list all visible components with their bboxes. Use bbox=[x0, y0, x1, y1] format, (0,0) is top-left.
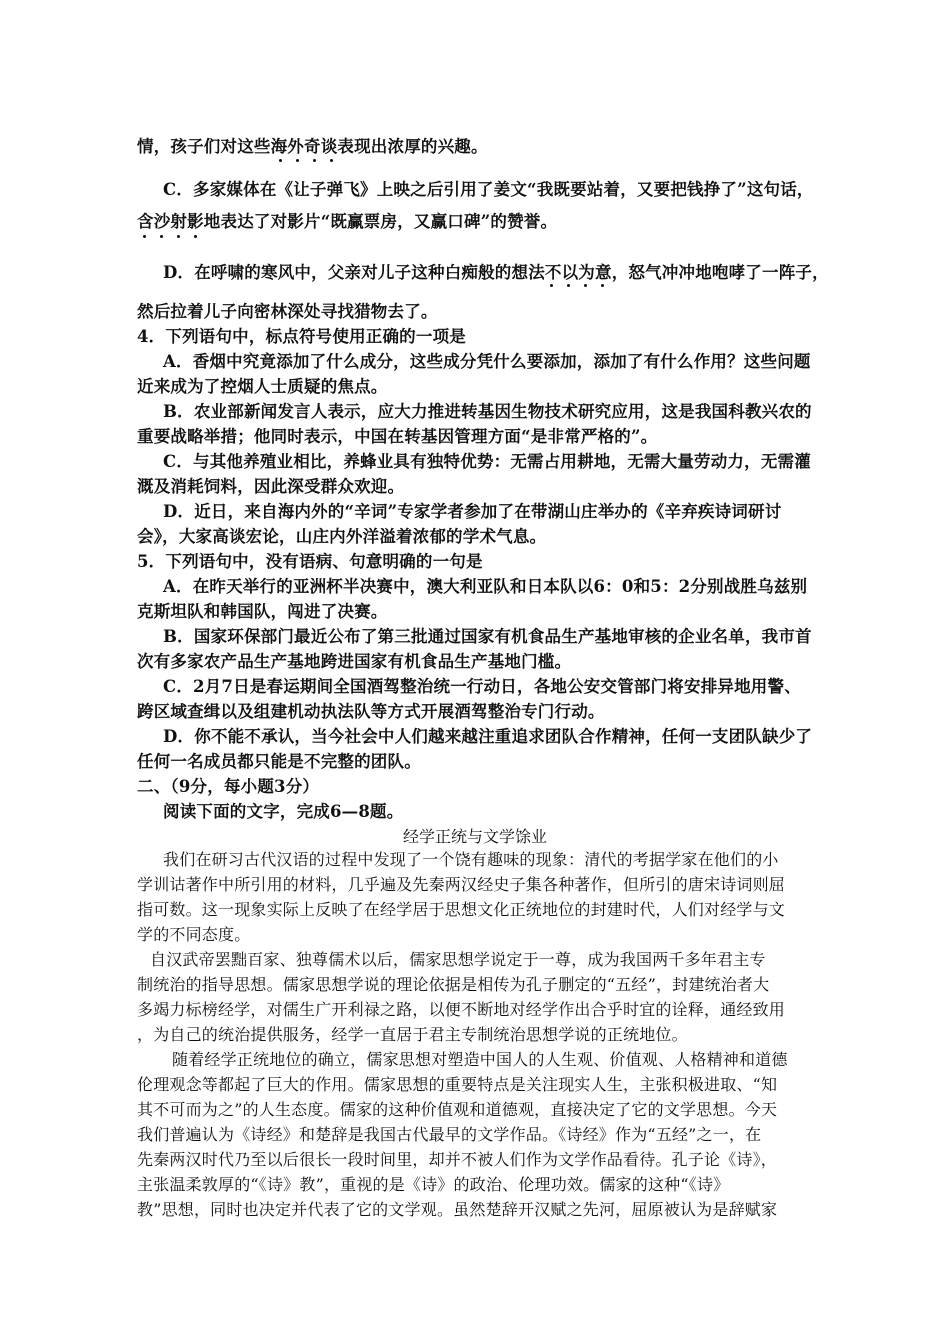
passage-p3-line6: 主张温柔敦厚的“《诗》教”，重视的是《诗》的政治、伦理功效。儒家的这种“《诗》 bbox=[137, 1175, 730, 1194]
passage-p1-line1: 我们在研习古代汉语的过程中发现了一个饶有趣味的现象：清代的考据学家在他们的小 bbox=[163, 850, 779, 869]
q5-option-d-line2: 任何一名成员都只能是不完整的团队。 bbox=[137, 752, 421, 771]
q4-option-a-line2: 近来成为了控烟人士质疑的焦点。 bbox=[137, 377, 388, 396]
q3-option-d-line1: D．在呼啸的寒风中，父亲对儿子这种白痴般的想法不以为意，怒气冲冲地咆哮了一阵子， bbox=[163, 263, 829, 282]
section-two-instruction: 阅读下面的文字，完成6—8题。 bbox=[163, 802, 404, 821]
q4-stem: 4．下列语句中，标点符号使用正确的一项是 bbox=[137, 327, 466, 346]
passage-p1-line2: 学训诂著作中所引用的材料，几乎遍及先秦两汉经史子集各种著作，但所引的唐宋诗词则屈 bbox=[137, 875, 786, 894]
passage-p3-line4: 我们普遍认为《诗经》和楚辞是我国古代最早的文学作品。《诗经》作为“五经”之一，在 bbox=[137, 1125, 762, 1144]
q5-option-b-line2: 次有多家农产品生产基地跨进国家有机食品生产基地门槛。 bbox=[137, 652, 572, 671]
q4-option-d-line1: D．近日，来自海内外的“辛词”专家学者参加了在带湖山庄举办的《辛弃疾诗词研讨 bbox=[163, 502, 782, 521]
q5-option-d-line1: D．你不能不承认，当今社会中人们越来越注重追求团队合作精神，任何一支团队缺少了 bbox=[163, 727, 813, 746]
passage-title: 经学正统与文学馀业 bbox=[402, 827, 547, 846]
q5-option-c-line1: C．2月7日是春运期间全国酒驾整治统一行动日，各地公安交管部门将安排异地用警、 bbox=[163, 677, 801, 696]
q3-option-b-tail: 情，孩子们对这些海外奇谈表现出浓厚的兴趣。 bbox=[137, 137, 488, 156]
q5-option-a-line2: 克斯坦队和韩国队，闯进了决赛。 bbox=[137, 602, 388, 621]
q5-option-a-line1: A．在昨天举行的亚洲杯半决赛中，澳大利亚队和日本队以6：0和5：2分别战胜乌兹别 bbox=[163, 577, 808, 596]
q4-option-b-line1: B．农业部新闻发言人表示，应大力推进转基因生物技术研究应用，这是我国科教兴农的 bbox=[163, 402, 812, 421]
passage-p1-line4: 学的不同态度。 bbox=[137, 925, 251, 944]
passage-p3-line1: 随着经学正统地位的确立，儒家思想对塑造中国人的人生观、价值观、人格精神和道德 bbox=[172, 1050, 788, 1069]
passage-p2-line2: 制统治的指导思想。儒家思想学说的理论依据是相传为孔子删定的“五经”，封建统治者大 bbox=[137, 975, 770, 994]
passage-p3-line5: 先秦两汉时代乃至以后很长一段时间里，却并不被人们作为文学作品看待。孔子论《诗》， bbox=[137, 1150, 778, 1169]
passage-p3-line7: 教”思想，同时也决定并代表了它的文学观。虽然楚辞开汉赋之先河，屈原被认为是辞赋家 bbox=[137, 1200, 778, 1219]
q3-option-c-line2: 含沙射影地表达了对影片“既赢票房，又赢口碑”的赞誉。 bbox=[137, 212, 558, 231]
q3-option-c-line1: C．多家媒体在《让子弹飞》上映之后引用了姜文“我既要站着，又要把钱挣了”这句话， bbox=[163, 180, 814, 199]
q5-stem: 5．下列语句中，没有语病、句意明确的一句是 bbox=[137, 552, 483, 571]
q4-option-b-line2: 重要战略举措；他同时表示，中国在转基因管理方面“是非常严格的”。 bbox=[137, 427, 658, 446]
q5-option-c-line2: 跨区域查缉以及组建机动执法队等方式开展酒驾整治专门行动。 bbox=[137, 702, 605, 721]
q3-option-d-line2: 然后拉着儿子向密林深处寻找猎物去了。 bbox=[137, 302, 438, 321]
section-two-heading: 二、（9分，每小题3分） bbox=[137, 777, 320, 796]
q4-option-a-line1: A．香烟中究竟添加了什么成分，这些成分凭什么要添加，添加了有什么作用？这些问题 bbox=[163, 352, 811, 371]
passage-p1-line3: 指可数。这一现象实际上反映了在经学居于思想文化正统地位的封建时代，人们对经学与文 bbox=[137, 900, 786, 919]
q4-option-c-line1: C．与其他养殖业相比，养蜂业具有独特优势：无需占用耕地，无需大量劳动力，无需灌 bbox=[163, 452, 811, 471]
q4-option-d-line2: 会》，大家高谈宏论，山庄内外洋溢着浓郁的学术气息。 bbox=[137, 527, 547, 546]
passage-p3-line3: 其不可而为之”的人生态度。儒家的这种价值观和道德观，直接决定了它的文学思想。今天 bbox=[137, 1100, 778, 1119]
passage-p3-line2: 伦理观念等都起了巨大的作用。儒家思想的重要特点是关注现实人生，主张积极进取、“知 bbox=[137, 1075, 778, 1094]
q4-option-c-line2: 溉及消耗饲料，因此深受群众欢迎。 bbox=[137, 477, 405, 496]
passage-p2-line3: 多竭力标榜经学，对儒生广开利禄之路，以便不断地对经学作出合乎时宜的诠释，通经致用 bbox=[137, 1000, 786, 1019]
passage-p2-line1: 自汉武帝罢黜百家、独尊儒术以后，儒家思想学说定于一尊，成为我国两千多年君主专 bbox=[150, 950, 766, 969]
q5-option-b-line1: B．国家环保部门最近公布了第三批通过国家有机食品生产基地审核的企业名单，我市首 bbox=[163, 627, 812, 646]
passage-p2-line4: ，为自己的统治提供服务，经学一直居于君主专制统治思想学说的正统地位。 bbox=[137, 1025, 688, 1044]
